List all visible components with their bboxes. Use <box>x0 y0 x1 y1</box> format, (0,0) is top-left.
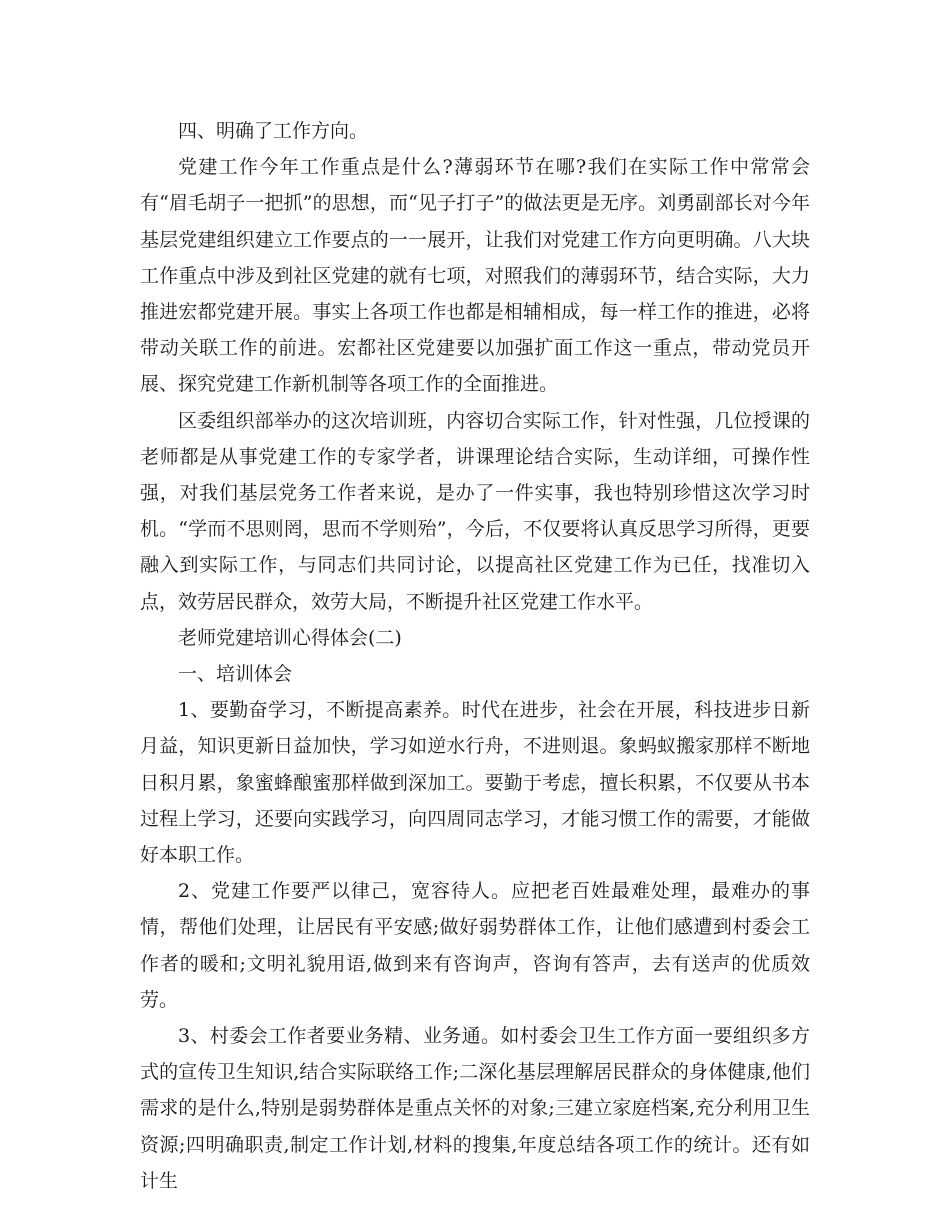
article-title-part-two: 老师党建培训心得体会(二) <box>178 626 402 649</box>
section-heading-clarify-direction: 四、明确了工作方向。 <box>178 120 369 142</box>
paragraph-point-3-expertise: 3、村委会工作者要业务精、业务通。如村委会卫生工作方面一要组织多方式的宣传卫生知识,结合实际联络工作;二深化基层理解居民群众的身体健康,他们需求的是什么,特别是弱势群体是重点关怀的对象;三建立家庭档案,充分利用卫生资源;四明确职责,制定工作计划,材料的搜集,年度总结各项工作的统计。还有如计生 <box>140 1025 810 1192</box>
section-heading-training-experience: 一、培训体会 <box>178 663 293 686</box>
paragraph-point-1-study: 1、要勤奋学习，不断提高素养。时代在进步，社会在开展，科技进步日新月益，知识更新日益加快，学习如逆水行舟，不进则退。象蚂蚁搬家那样不断地日积月累，象蜜蜂酿蜜那样做到深加工。要勤于考虑，擅长积累，不仅要从书本过程上学习，还要向实践学习，向四周同志学习，才能习惯工作的需要，才能做好本职工作。 <box>140 699 810 867</box>
paragraph-training-evaluation: 区委组织部举办的这次培训班，内容切合实际工作，针对性强，几位授课的老师都是从事党建工作的专家学者，讲课理论结合实际，生动详细，可操作性强，对我们基层党务工作者来说，是办了一件实事，我也特别珍惜这次学习时机。“学而不思则罔，思而不学则殆”，今后，不仅要将认真反思学习所得，更要融入到实际工作，与同志们共同讨论，以提高社区党建工作为已任，找准切入点，效劳居民群众，效劳大局，不断提升社区党建工作水平。 <box>140 409 810 613</box>
document-body <box>140 113 810 1199</box>
paragraph-point-2-discipline: 2、党建工作要严以律己，宽容待人。应把老百姓最难处理，最难办的事情，帮他们处理，让居民有平安感;做好弱势群体工作，让他们感遭到村委会工作者的暖和;文明礼貌用语,做到来有咨询声，咨询有答声，去有送声的优质效劳。 <box>140 880 810 1011</box>
paragraph-work-focus: 党建工作今年工作重点是什么?薄弱环节在哪?我们在实际工作中常常会有“眉毛胡子一把抓”的思想，而“见子打子”的做法更是无序。刘勇副部长对今年基层党建组织建立工作要点的一一展开，让我们对党建工作方向更明确。八大块工作重点中涉及到社区党建的就有七项，对照我们的薄弱环节，结合实际，大力推进宏都党建开展。事实上各项工作也都是相辅相成，每一样工作的推进，必将带动关联工作的前进。宏都社区党建要以加强扩面工作这一重点，带动党员开展、探究党建工作新机制等各项工作的全面推进。 <box>140 156 810 396</box>
